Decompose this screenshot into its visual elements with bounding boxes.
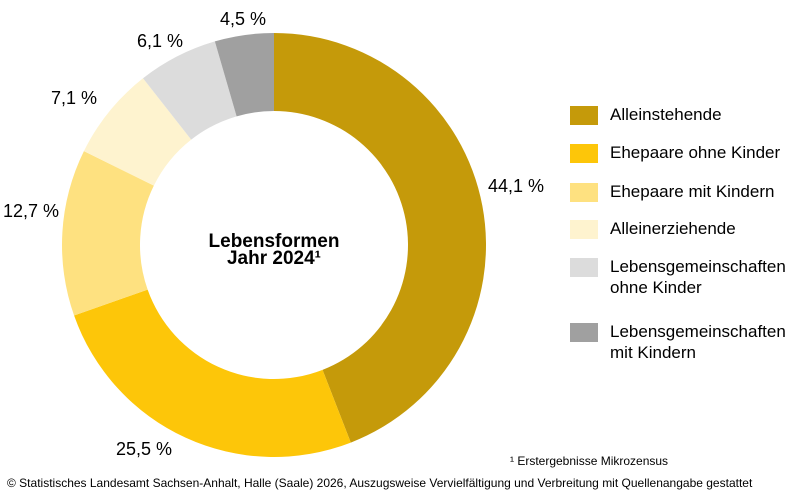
- slice-value-label-5: 4,5 %: [219, 9, 267, 29]
- slice-value-label-2: 12,7 %: [2, 201, 60, 221]
- legend-swatch-5: [570, 323, 598, 342]
- slice-value-label-3: 7,1 %: [50, 88, 98, 108]
- chart-center-title-line2: Jahr 2024¹: [226, 248, 322, 269]
- legend-label-4: Lebensgemeinschaften ohne Kinder: [610, 257, 786, 297]
- donut-slice-1: [74, 290, 351, 457]
- slice-value-label-4: 6,1 %: [136, 31, 184, 51]
- chart-legend: [570, 0, 800, 400]
- legend-label-0: Alleinstehende: [610, 105, 722, 124]
- copyright-line: © Statistisches Landesamt Sachsen-Anhalt, Halle (Saale) 2026, Auszugsweise Vervielfältigung und Verbreitung mit Quellenangabe gestattet: [7, 476, 753, 490]
- legend-swatch-1: [570, 144, 598, 163]
- slice-value-label-0: 44,1 %: [487, 176, 545, 196]
- legend-swatch-0: [570, 106, 598, 125]
- legend-label-1: Ehepaare ohne Kinder: [610, 143, 781, 162]
- chart-center-title-line1: Lebensformen: [208, 231, 340, 252]
- legend-swatch-4: [570, 258, 598, 277]
- legend-swatch-3: [570, 220, 598, 239]
- slice-value-label-1: 25,5 %: [115, 439, 173, 459]
- legend-label-3: Alleinerziehende: [610, 219, 736, 238]
- legend-label-2: Ehepaare mit Kindern: [610, 182, 775, 201]
- legend-label-5: Lebensgemeinschaften mit Kindern: [610, 322, 786, 362]
- footnote: ¹ Erstergebnisse Mikrozensus: [510, 454, 669, 468]
- legend-swatch-2: [570, 183, 598, 202]
